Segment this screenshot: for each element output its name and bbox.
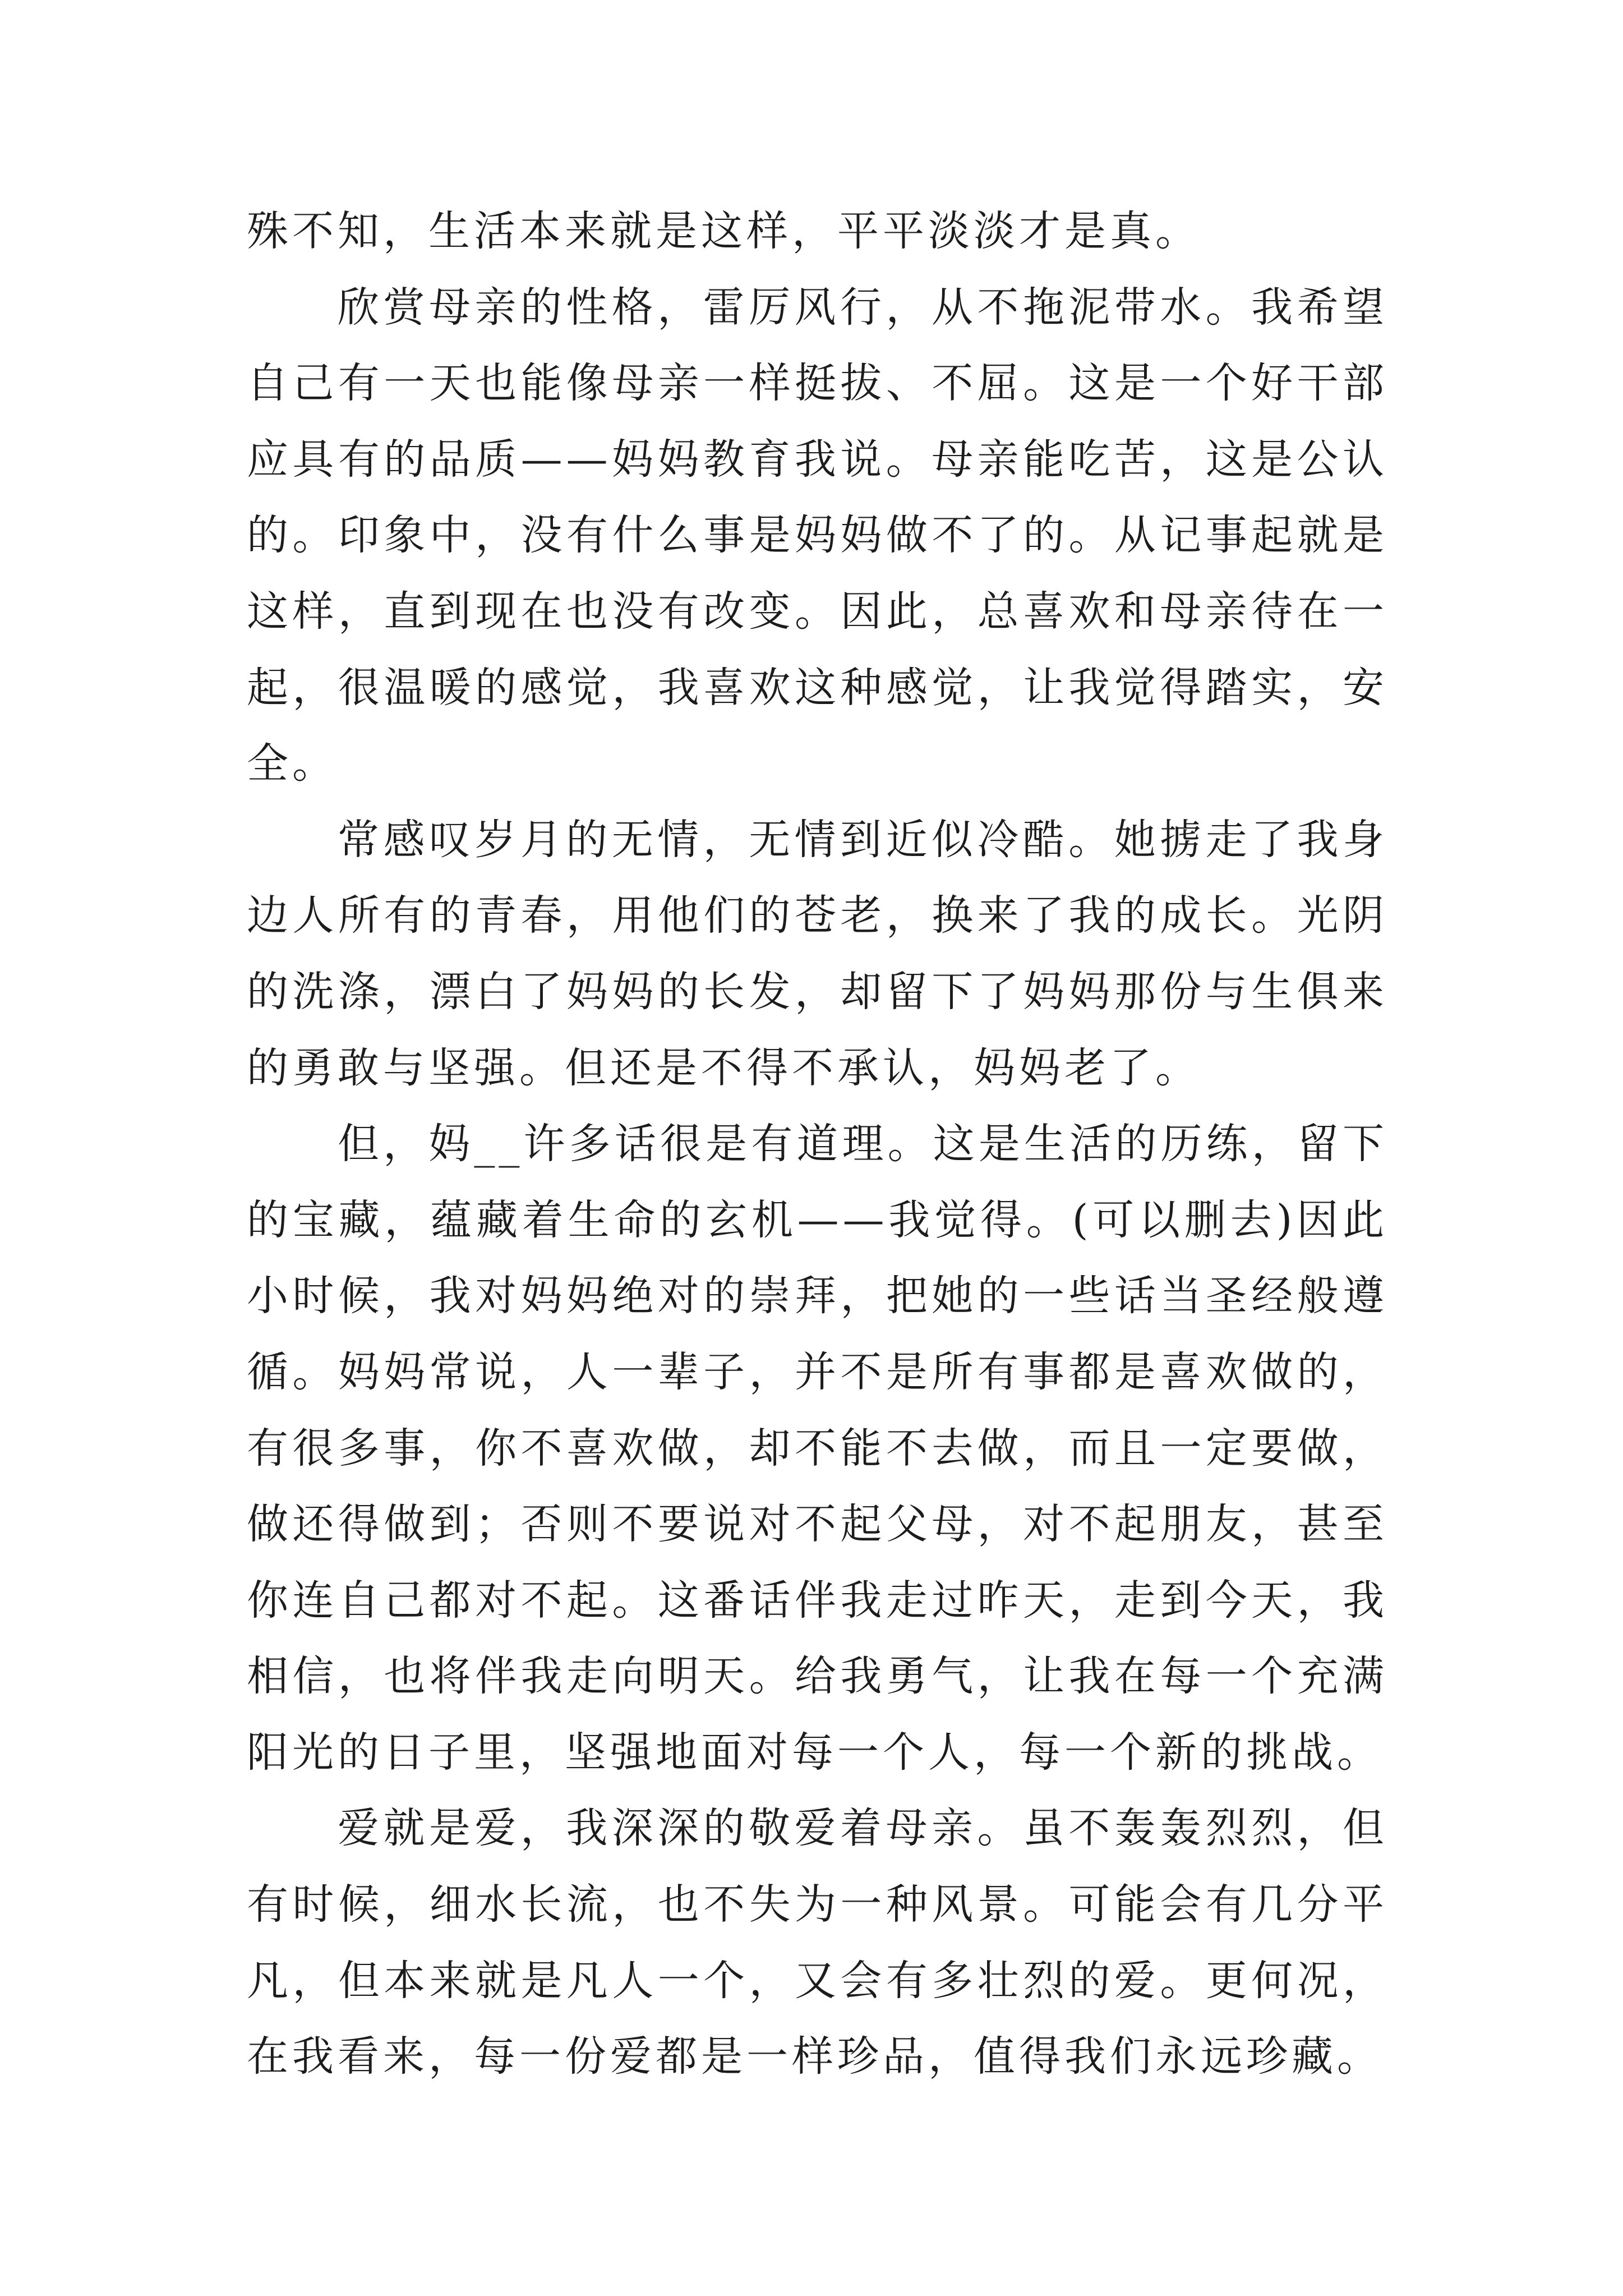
paragraph-4: 但，妈__许多话很是有道理。这是生活的历练，留下的宝藏，蕴藏着生命的玄机——我觉得。(可以删去)因此小时候，我对妈妈绝对的崇拜，把她的一些话当圣经般遵循。妈妈常说，人一辈子，并不是所有事都是喜欢做的，有很多事，你不喜欢做，却不能不去做，而且一定要做，做还得做到；否则不要说对不起父母，对不起朋友，甚至你连自己都对不起。这番话伴我走过昨天，走到今天，我相信，也将伴我走向明天。给我勇气，让我在每一个充满阳光的日子里，坚强地面对每一个人，每一个新的挑战。 bbox=[247, 1120, 1388, 1777]
paragraph-5: 爱就是爱，我深深的敬爱着母亲。虽不轰轰烈烈，但有时候，细水长流，也不失为一种风景。可能会有几分平凡，但本来就是凡人一个，又会有多壮烈的爱。更何况，在我看来，每一份爱都是一样珍品，值得我们永远珍藏。 bbox=[247, 1804, 1388, 2081]
article-body bbox=[247, 194, 1388, 2095]
paragraph-1: 殊不知，生活本来就是这样，平平淡淡才是真。 bbox=[247, 207, 1201, 255]
paragraph-3: 常感叹岁月的无情，无情到近似冷酷。她掳走了我身边人所有的青春，用他们的苍老，换来了我的成长。光阴的洗涤，漂白了妈妈的长发，却留下了妈妈那份与生俱来的勇敢与坚强。但还是不得不承认，妈妈老了。 bbox=[247, 815, 1388, 1092]
paragraph-2: 欣赏母亲的性格，雷厉风行，从不拖泥带水。我希望自己有一天也能像母亲一样挺拔、不屈。这是一个好干部应具有的品质——妈妈教育我说。母亲能吃苦，这是公认的。印象中，没有什么事是妈妈做不了的。从记事起就是这样，直到现在也没有改变。因此，总喜欢和母亲待在一起，很温暖的感觉，我喜欢这种感觉，让我觉得踏实，安全。 bbox=[247, 283, 1388, 788]
